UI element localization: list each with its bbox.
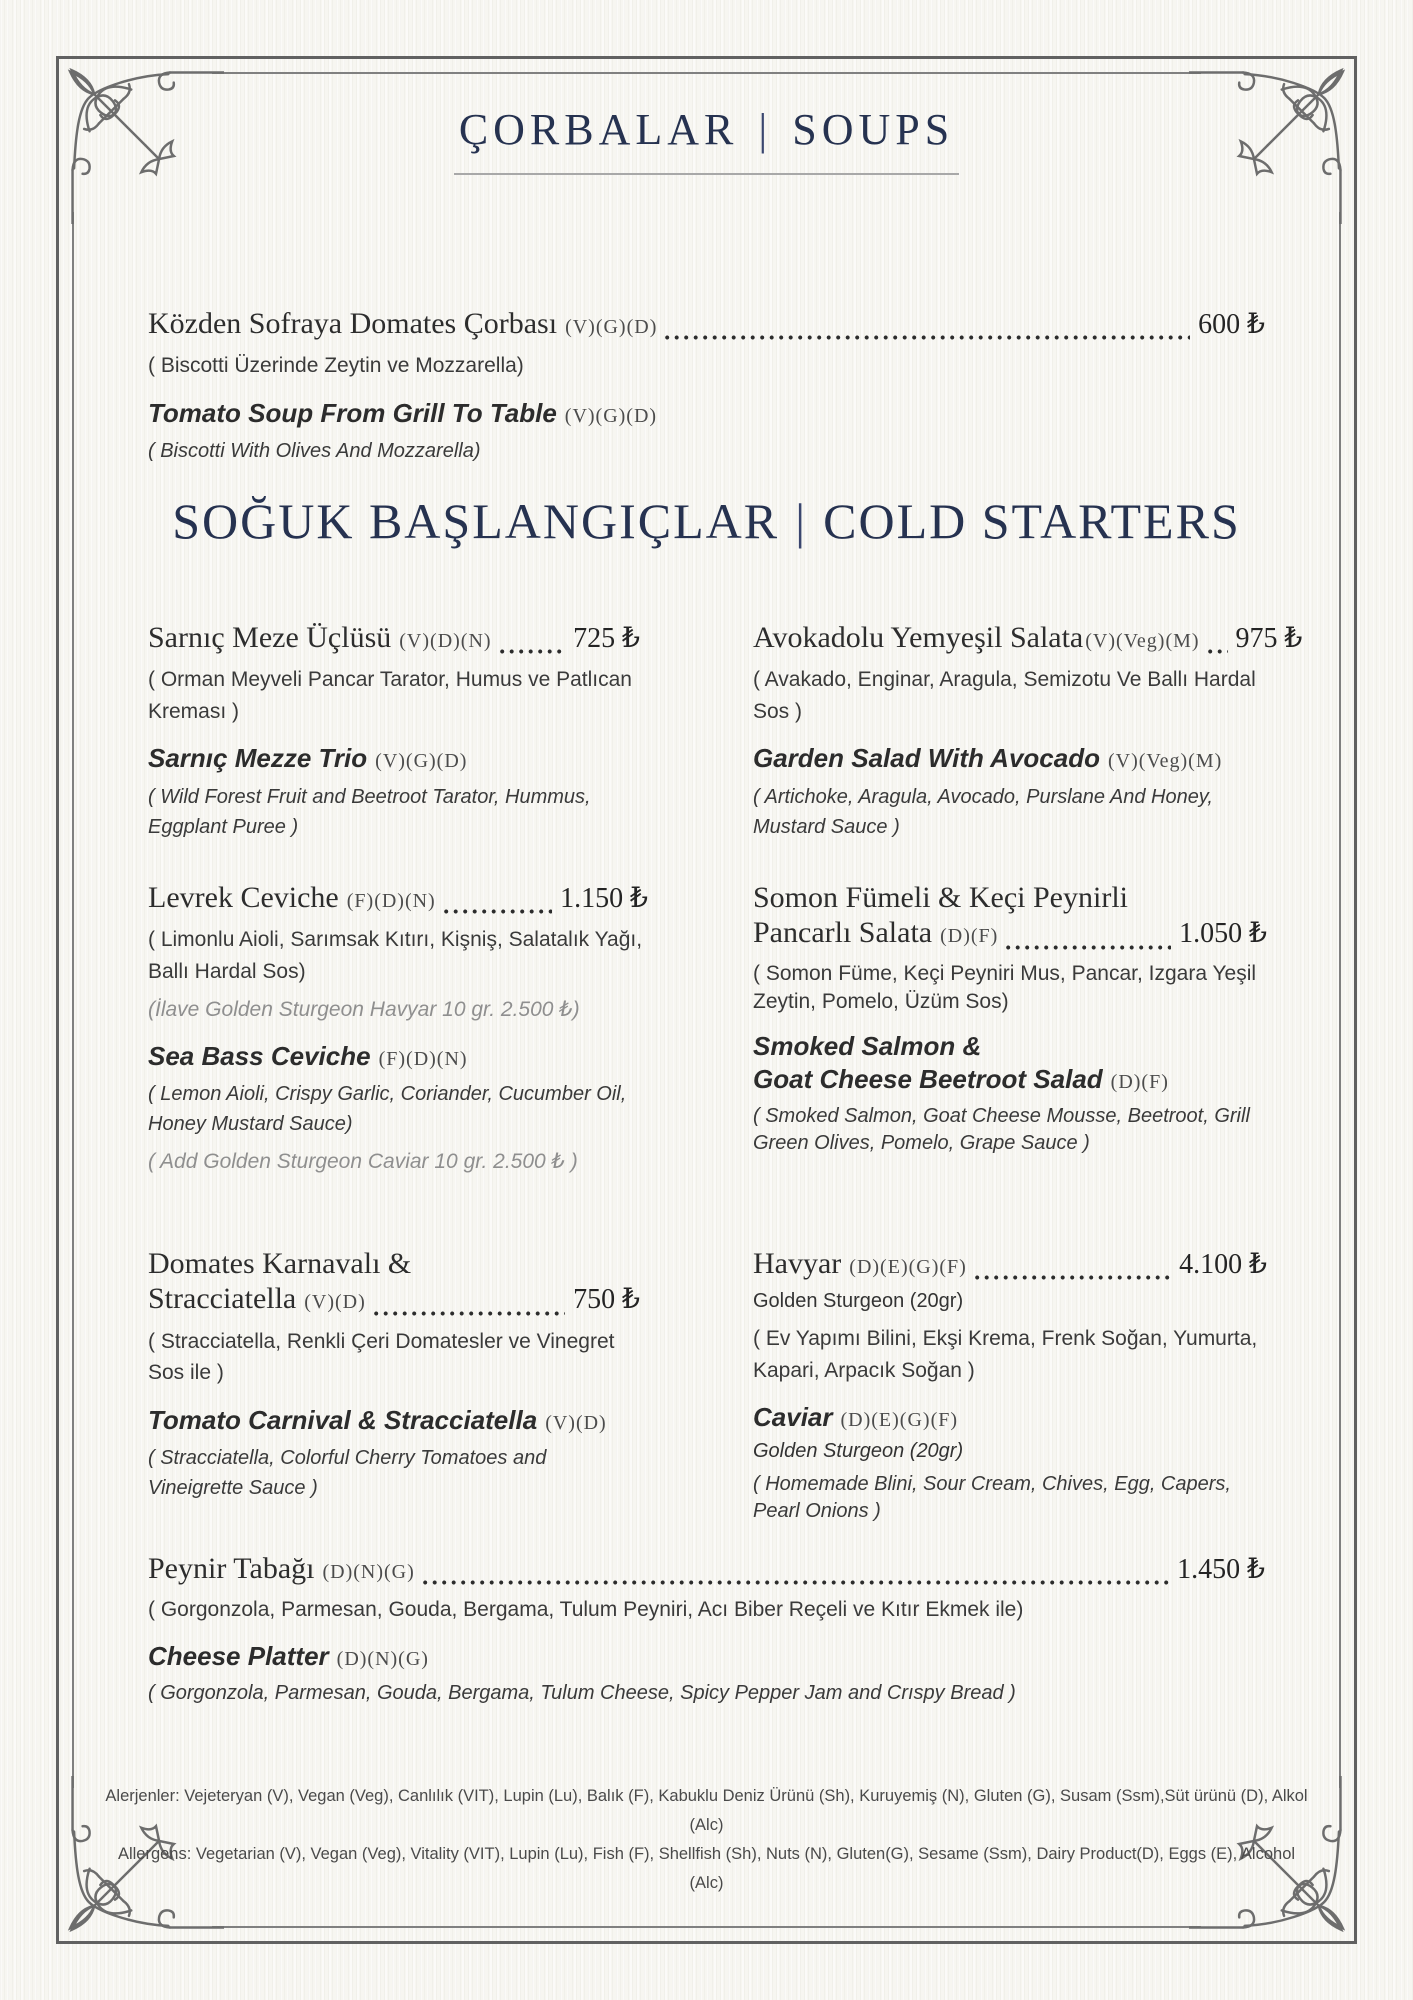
allergen-legend <box>100 1782 1313 1898</box>
item-name-tr: Avokadolu Yemyeşil Salata <box>753 621 1084 654</box>
item-price: 975 ₺ <box>1235 623 1303 654</box>
item-desc-en: ( Artichoke, Aragula, Avocado, Purslane And Honey, Mustard Sauce ) <box>753 785 1213 838</box>
item-name-line-en <box>148 1405 640 1436</box>
dotted-leader <box>500 648 566 655</box>
item-price: 4.100 ₺ <box>1179 1249 1267 1280</box>
item-price: 1.150 ₺ <box>560 883 648 914</box>
dotted-leader <box>665 334 1190 341</box>
item-name-en: Tomato Carnival & Stracciatella <box>148 1404 538 1435</box>
item-name-tr-line1: Domates Karnavalı & <box>148 1247 412 1280</box>
item-desc-en: ( Wild Forest Fruit and Beetroot Tarator, Hummus, Eggplant Puree ) <box>148 785 591 838</box>
dotted-leader <box>975 1274 1171 1281</box>
decorative-frame-top <box>212 72 1201 74</box>
cold-title-en: COLD STARTERS <box>823 493 1241 549</box>
allergen-codes: (D)(F) <box>1110 1071 1169 1094</box>
title-separator: | <box>758 105 773 154</box>
item-name-line <box>148 1551 1265 1586</box>
item-desc-en: ( Gorgonzola, Parmesan, Gouda, Bergama, Tulum Cheese, Spicy Pepper Jam and Crıspy Bread ) <box>148 1681 1016 1704</box>
allergen-codes: (V)(Veg)(M) <box>1107 750 1223 773</box>
item-note-en: ( Add Golden Sturgeon Caviar 10 gr. 2.500 ₺ ) <box>148 1149 578 1173</box>
item-name-en: Cheese Platter <box>148 1640 329 1671</box>
decorative-frame-left <box>72 212 74 1788</box>
item-desc-en: ( Stracciatella, Colorful Cherry Tomatoes and Vineigrette Sauce ) <box>148 1446 547 1499</box>
item-name-tr: Stracciatella <box>148 1282 297 1316</box>
cold-title-tr: SOĞUK BAŞLANGIÇLAR <box>172 493 780 549</box>
allergen-codes: (D)(N)(G) <box>336 1647 429 1670</box>
allergen-codes: (D)(F) <box>940 925 999 948</box>
item-desc-en: ( Biscotti With Olives And Mozzarella) <box>148 440 481 463</box>
item-desc-tr: ( Orman Meyveli Pancar Tarator, Humus ve Patlıcan Kreması ) <box>148 668 632 723</box>
item-desc-tr: ( Biscotti Üzerinde Zeytin ve Mozzarella) <box>148 354 524 378</box>
menu-item-smoked-salmon-salad <box>753 880 1267 1158</box>
item-subtitle-tr: Golden Sturgeon (20gr) <box>753 1290 964 1313</box>
item-name-en: Tomato Soup From Grill To Table <box>148 397 557 428</box>
menu-item-caviar <box>753 1246 1267 1526</box>
item-price: 1.450 ₺ <box>1177 1554 1265 1585</box>
item-name-line <box>753 915 1267 950</box>
item-name-line <box>148 1281 640 1316</box>
item-price: 725 ₺ <box>573 623 640 654</box>
allergen-codes: (V)(G)(D) <box>565 316 658 338</box>
item-desc-tr: ( Stracciatella, Renkli Çeri Domatesler ve Vinegret Sos ile ) <box>148 1329 615 1385</box>
item-name-line-en <box>148 743 640 774</box>
item-name-line-en <box>148 398 1265 429</box>
soups-section-header <box>0 104 1413 175</box>
dotted-leader <box>374 1310 565 1317</box>
item-desc-tr: ( Limonlu Aioli, Sarımsak Kıtırı, Kişniş, Salatalık Yağı, Ballı Hardal Sos) <box>148 928 643 983</box>
item-note-tr: (İlave Golden Sturgeon Havyar 10 gr. 2.500 ₺) <box>148 998 580 1022</box>
menu-item-cheese-platter <box>148 1551 1265 1707</box>
allergen-codes: (D)(E)(G)(F) <box>849 1256 967 1278</box>
item-name-en: Goat Cheese Beetroot Salad <box>753 1064 1103 1095</box>
dotted-leader <box>444 908 552 915</box>
item-desc-en: ( Smoked Salmon, Goat Cheese Mousse, Beetroot, Grill Green Olives, Pomelo, Grape Sauce ) <box>753 1104 1250 1155</box>
title-separator: | <box>795 493 808 549</box>
item-name-en: Sea Bass Ceviche <box>148 1040 371 1071</box>
item-name-line-en <box>753 743 1267 774</box>
menu-item-tomato-carnival <box>148 1246 640 1503</box>
item-name-en: Caviar <box>753 1402 833 1433</box>
decorative-frame-bottom <box>212 1926 1201 1928</box>
allergen-codes: (V)(D) <box>304 1291 366 1314</box>
allergen-codes: (V)(G)(D) <box>375 750 468 773</box>
item-name-line <box>148 306 1265 341</box>
decorative-frame-right <box>1339 212 1341 1788</box>
dotted-leader <box>423 1579 1169 1586</box>
allergen-codes: (V)(D) <box>545 1411 607 1434</box>
item-desc-tr: ( Somon Füme, Keçi Peyniri Mus, Pancar, Izgara Yeşil Zeytin, Pomelo, Üzüm Sos) <box>753 961 1257 1013</box>
item-name-tr: Havyar <box>753 1247 842 1280</box>
dotted-leader <box>1006 944 1171 951</box>
item-name-tr: Pancarlı Salata <box>753 916 933 950</box>
item-name-tr: Közden Sofraya Domates Çorbası <box>148 307 558 340</box>
allergen-codes: (V)(Veg)(M) <box>1085 630 1200 652</box>
item-name-tr: Levrek Ceviche <box>148 881 339 914</box>
item-name-tr: Peynir Tabağı <box>148 1552 315 1585</box>
item-price: 1.050 ₺ <box>1179 918 1267 950</box>
soups-title-tr: ÇORBALAR <box>458 105 739 154</box>
item-name-en-line1: Smoked Salmon & <box>753 1031 982 1062</box>
item-name-en: Garden Salad With Avocado <box>753 743 1100 774</box>
item-desc-tr: ( Avakado, Enginar, Aragula, Semizotu Ve Ballı Hardal Sos ) <box>753 668 1256 723</box>
item-name-line-en <box>753 1031 1267 1062</box>
soups-title-en: SOUPS <box>792 105 955 154</box>
item-subtitle-en: Golden Sturgeon (20gr) <box>753 1439 964 1462</box>
dotted-leader <box>1208 648 1228 655</box>
item-name-line <box>148 880 648 915</box>
item-name-line <box>753 880 1267 915</box>
item-name-en: Sarnıç Mezze Trio <box>148 743 368 774</box>
item-name-line-en <box>753 1064 1267 1095</box>
item-desc-tr: ( Gorgonzola, Parmesan, Gouda, Bergama, Tulum Peyniri, Acı Biber Reçeli ve Kıtır Ekmek ile) <box>148 1598 1024 1622</box>
item-name-line-en <box>148 1641 1265 1672</box>
item-name-line <box>148 620 640 655</box>
item-name-tr: Sarnıç Meze Üçlüsü <box>148 621 392 654</box>
allergen-codes: (D)(N)(G) <box>322 1561 415 1583</box>
item-price: 750 ₺ <box>573 1284 640 1316</box>
item-name-line-en <box>148 1041 648 1072</box>
menu-item-sarnic-meze <box>148 620 640 842</box>
allergen-codes: (D)(E)(G)(F) <box>840 1409 959 1432</box>
item-desc-en: ( Lemon Aioli, Crispy Garlic, Coriander, Cucumber Oil, Honey Mustard Sauce) <box>148 1082 627 1135</box>
allergen-line-tr: Alerjenler: Vejeteryan (V), Vegan (Veg), Canlılık (VIT), Lupin (Lu), Balık (F), Kabuklu Deniz Ürünü (Sh), Kuruyemiş (N), Gluten (G), Susam (Ssm),Süt ürünü (D), Alkol (Alc) <box>105 1787 1308 1834</box>
allergen-codes: (V)(G)(D) <box>564 404 658 427</box>
menu-item-avocado-salad <box>753 620 1303 842</box>
item-name-line-en <box>753 1402 1267 1433</box>
allergen-codes: (F)(D)(N) <box>378 1047 468 1070</box>
menu-item-tomato-soup <box>148 306 1265 466</box>
item-name-line <box>753 1246 1267 1281</box>
item-name-tr-line1: Somon Fümeli & Keçi Peynirli <box>753 881 1128 914</box>
menu-item-sea-bass-ceviche <box>148 880 648 1176</box>
item-desc-tr: ( Ev Yapımı Bilini, Ekşi Krema, Frenk Soğan, Yumurta, Kapari, Arpacık Soğan ) <box>753 1327 1258 1382</box>
allergen-codes: (F)(D)(N) <box>346 890 436 912</box>
allergen-line-en: Allergens: Vegetarian (V), Vegan (Veg), Vitality (VIT), Lupin (Lu), Fish (F), Shellfish (Sh), Nuts (N), Gluten(G), Sesame (Ssm), Dairy Product(D), Eggs (E), Alcohol (Alc) <box>117 1844 1296 1892</box>
title-divider-rule <box>454 173 959 175</box>
soups-title <box>0 104 1413 155</box>
allergen-codes: (V)(D)(N) <box>399 630 492 652</box>
item-desc-en: ( Homemade Blini, Sour Cream, Chives, Egg, Capers, Pearl Onions ) <box>753 1472 1231 1523</box>
item-price: 600 ₺ <box>1198 309 1265 340</box>
item-name-line <box>753 620 1303 655</box>
item-name-line <box>148 1246 640 1281</box>
cold-starters-section-header <box>0 492 1413 550</box>
